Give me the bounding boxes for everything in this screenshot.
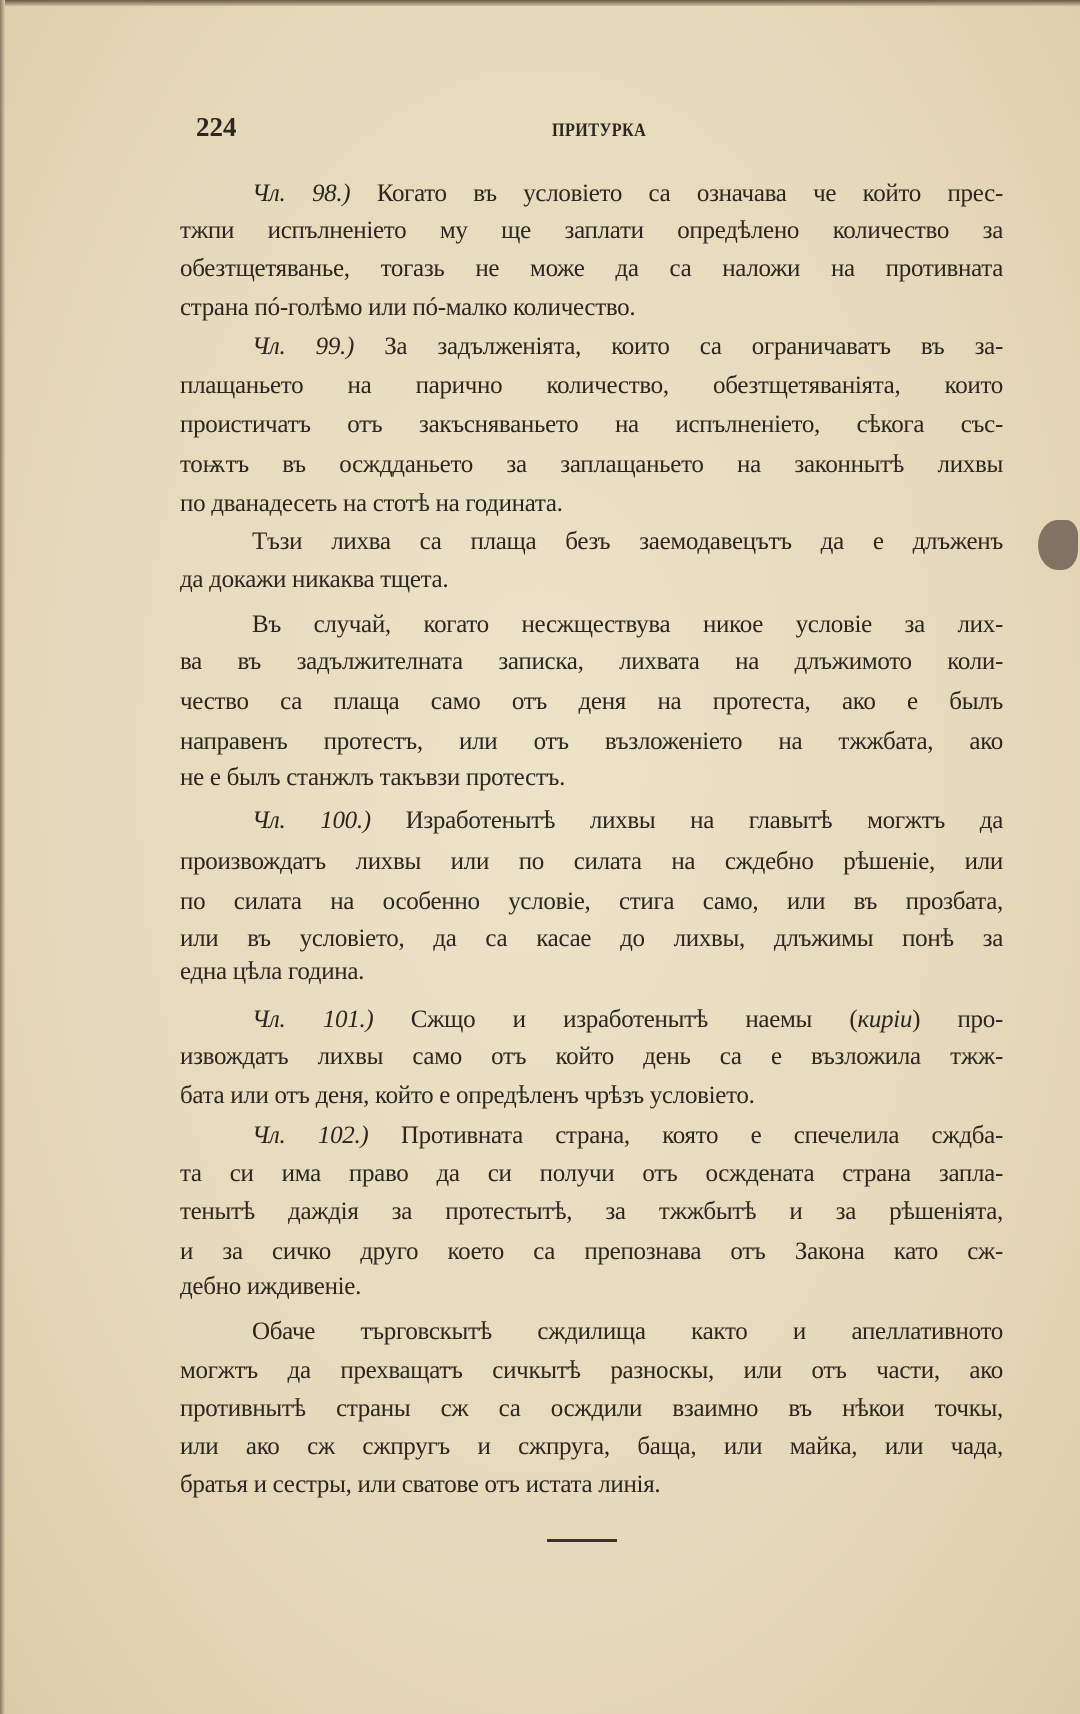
text-run: Тъзи лихва са плаща безъ заемодавецътъ да е длъженъ (252, 528, 1003, 555)
text-run: Сжщо и изработенытѣ наемы ( (373, 1006, 858, 1033)
text-run: страна пó-голѣмо или пó-малко количество. (180, 294, 636, 321)
text-line (180, 371, 1003, 401)
article-label: Чл. 99.) (252, 333, 355, 360)
text-line (252, 610, 1003, 640)
page-number: 224 (196, 112, 237, 142)
text-line (180, 727, 1003, 757)
text-line (252, 1121, 1003, 1151)
end-rule (547, 1539, 617, 1542)
page-left-edge (0, 0, 5, 1714)
text-run: Въ случай, когато несжществува никое условiе за лих- (252, 611, 1003, 638)
text-run: бата или отъ деня, който е опредѣленъ чрѣзъ условiето. (180, 1082, 755, 1109)
text-line (252, 1317, 1003, 1347)
text-run: Обаче търговскытѣ сждилища както и апеллативното (252, 1318, 1003, 1345)
text-run: ) про- (912, 1006, 1003, 1033)
text-run: или ако сж сжпругъ и сжпруга, баща, или майка, или чада, (180, 1433, 1003, 1460)
text-run: не е былъ станжлъ такъвзи протестъ. (180, 764, 566, 791)
text-run: една цѣла година. (180, 958, 365, 985)
text-run: произвождатъ лихвы или по силата на сждебно рѣшенiе, или (180, 848, 1003, 875)
text-run: плащаньето на парично количество, обезтщетяванiята, които (180, 372, 1003, 399)
text-line (180, 1394, 1003, 1424)
text-run: чество са плаща само отъ деня на протеста, ако е былъ (180, 688, 1003, 715)
text-run: ва въ задължителната записка, лихвата на длъжимото коли- (180, 648, 1003, 675)
article-label: Чл. 102.) (252, 1122, 369, 1149)
text-line (180, 489, 1003, 519)
article-label: Чл. 98.) (252, 180, 351, 207)
text-run: извождатъ лихвы само отъ който день са е възложила тжж- (180, 1043, 1003, 1070)
text-line (180, 1159, 1003, 1189)
running-title: ПРИТУРКА (552, 120, 647, 141)
text-line (180, 1042, 1003, 1072)
text-run: За задълженiята, които са ограничаватъ въ за- (354, 333, 1003, 360)
text-line (180, 565, 1003, 595)
text-run: могжтъ да прехващатъ сичкытѣ разноскы, или отъ части, ако (180, 1357, 1003, 1384)
text-line (180, 924, 1003, 954)
text-line (180, 687, 1003, 717)
text-line (180, 293, 1003, 323)
text-run: Противната страна, която е спечелила сждба- (368, 1122, 1003, 1149)
text-run: дебно иждивенiе. (180, 1273, 362, 1300)
text-line (180, 1356, 1003, 1386)
article-label: Чл. 101.) (252, 1006, 374, 1033)
text-run: тжпи испълненіето му ще заплати опредѣлено количество за (180, 217, 1003, 244)
text-run: направенъ протестъ, или отъ възложенiето на тжжбата, ако (180, 728, 1003, 755)
article-label: Чл. 100.) (252, 807, 371, 834)
text-run: да докажи никаква тщета. (180, 566, 449, 593)
ink-blot (1038, 520, 1078, 570)
text-run: проистичатъ отъ закъсняваньето на испълненiето, сѣкога със- (180, 411, 1003, 438)
text-line (252, 332, 1003, 362)
article-label: кирiи (857, 1006, 913, 1033)
text-run: тоѭтъ въ осждданьето за заплащаньето на законнытѣ лихвы (180, 451, 1003, 478)
text-line (180, 887, 1003, 917)
text-run: братья и сестры, или сватове отъ истата линiя. (180, 1471, 661, 1498)
text-line (180, 1237, 1003, 1267)
text-line (180, 957, 1003, 987)
text-line (252, 179, 1003, 209)
text-line (180, 254, 1003, 284)
text-run: противнытѣ страны сж са осждили взаимно въ нѣкои точкы, (180, 1395, 1003, 1422)
text-line (180, 847, 1003, 877)
text-line (180, 1470, 1003, 1500)
text-line (180, 1081, 1003, 1111)
text-line (180, 216, 1003, 246)
text-run: обезтщетяванье, тогазь не може да са наложи на противната (180, 255, 1003, 282)
text-run: или въ условiето, да са касае до лихвы, длъжимы понѣ за (180, 925, 1003, 952)
text-line (252, 806, 1003, 836)
text-line (180, 1432, 1003, 1462)
text-run: и за сичко друго което са препознава отъ Закона като сж- (180, 1238, 1003, 1265)
text-run: та си има право да си получи отъ осждената страна запла- (180, 1160, 1003, 1187)
text-run: по силата на особенно условiе, стига само, или въ прозбата, (180, 888, 1003, 915)
text-run: Изработенытѣ лихвы на главытѣ могжтъ да (370, 807, 1003, 834)
page-top-edge (0, 0, 1080, 6)
text-run: Когато въ условіето са означава че който прес- (350, 180, 1003, 207)
text-run: тенытѣ даждiя за протестытѣ, за тжжбытѣ и за рѣшенiята, (180, 1198, 1003, 1225)
text-line (180, 647, 1003, 677)
text-line (252, 527, 1003, 557)
text-line (180, 450, 1003, 480)
text-line (252, 1005, 1003, 1035)
text-line (180, 763, 1003, 793)
text-line (180, 1197, 1003, 1227)
text-line (180, 410, 1003, 440)
text-line (180, 1272, 1003, 1302)
text-run: по дванадесеть на стотѣ на годината. (180, 490, 563, 517)
